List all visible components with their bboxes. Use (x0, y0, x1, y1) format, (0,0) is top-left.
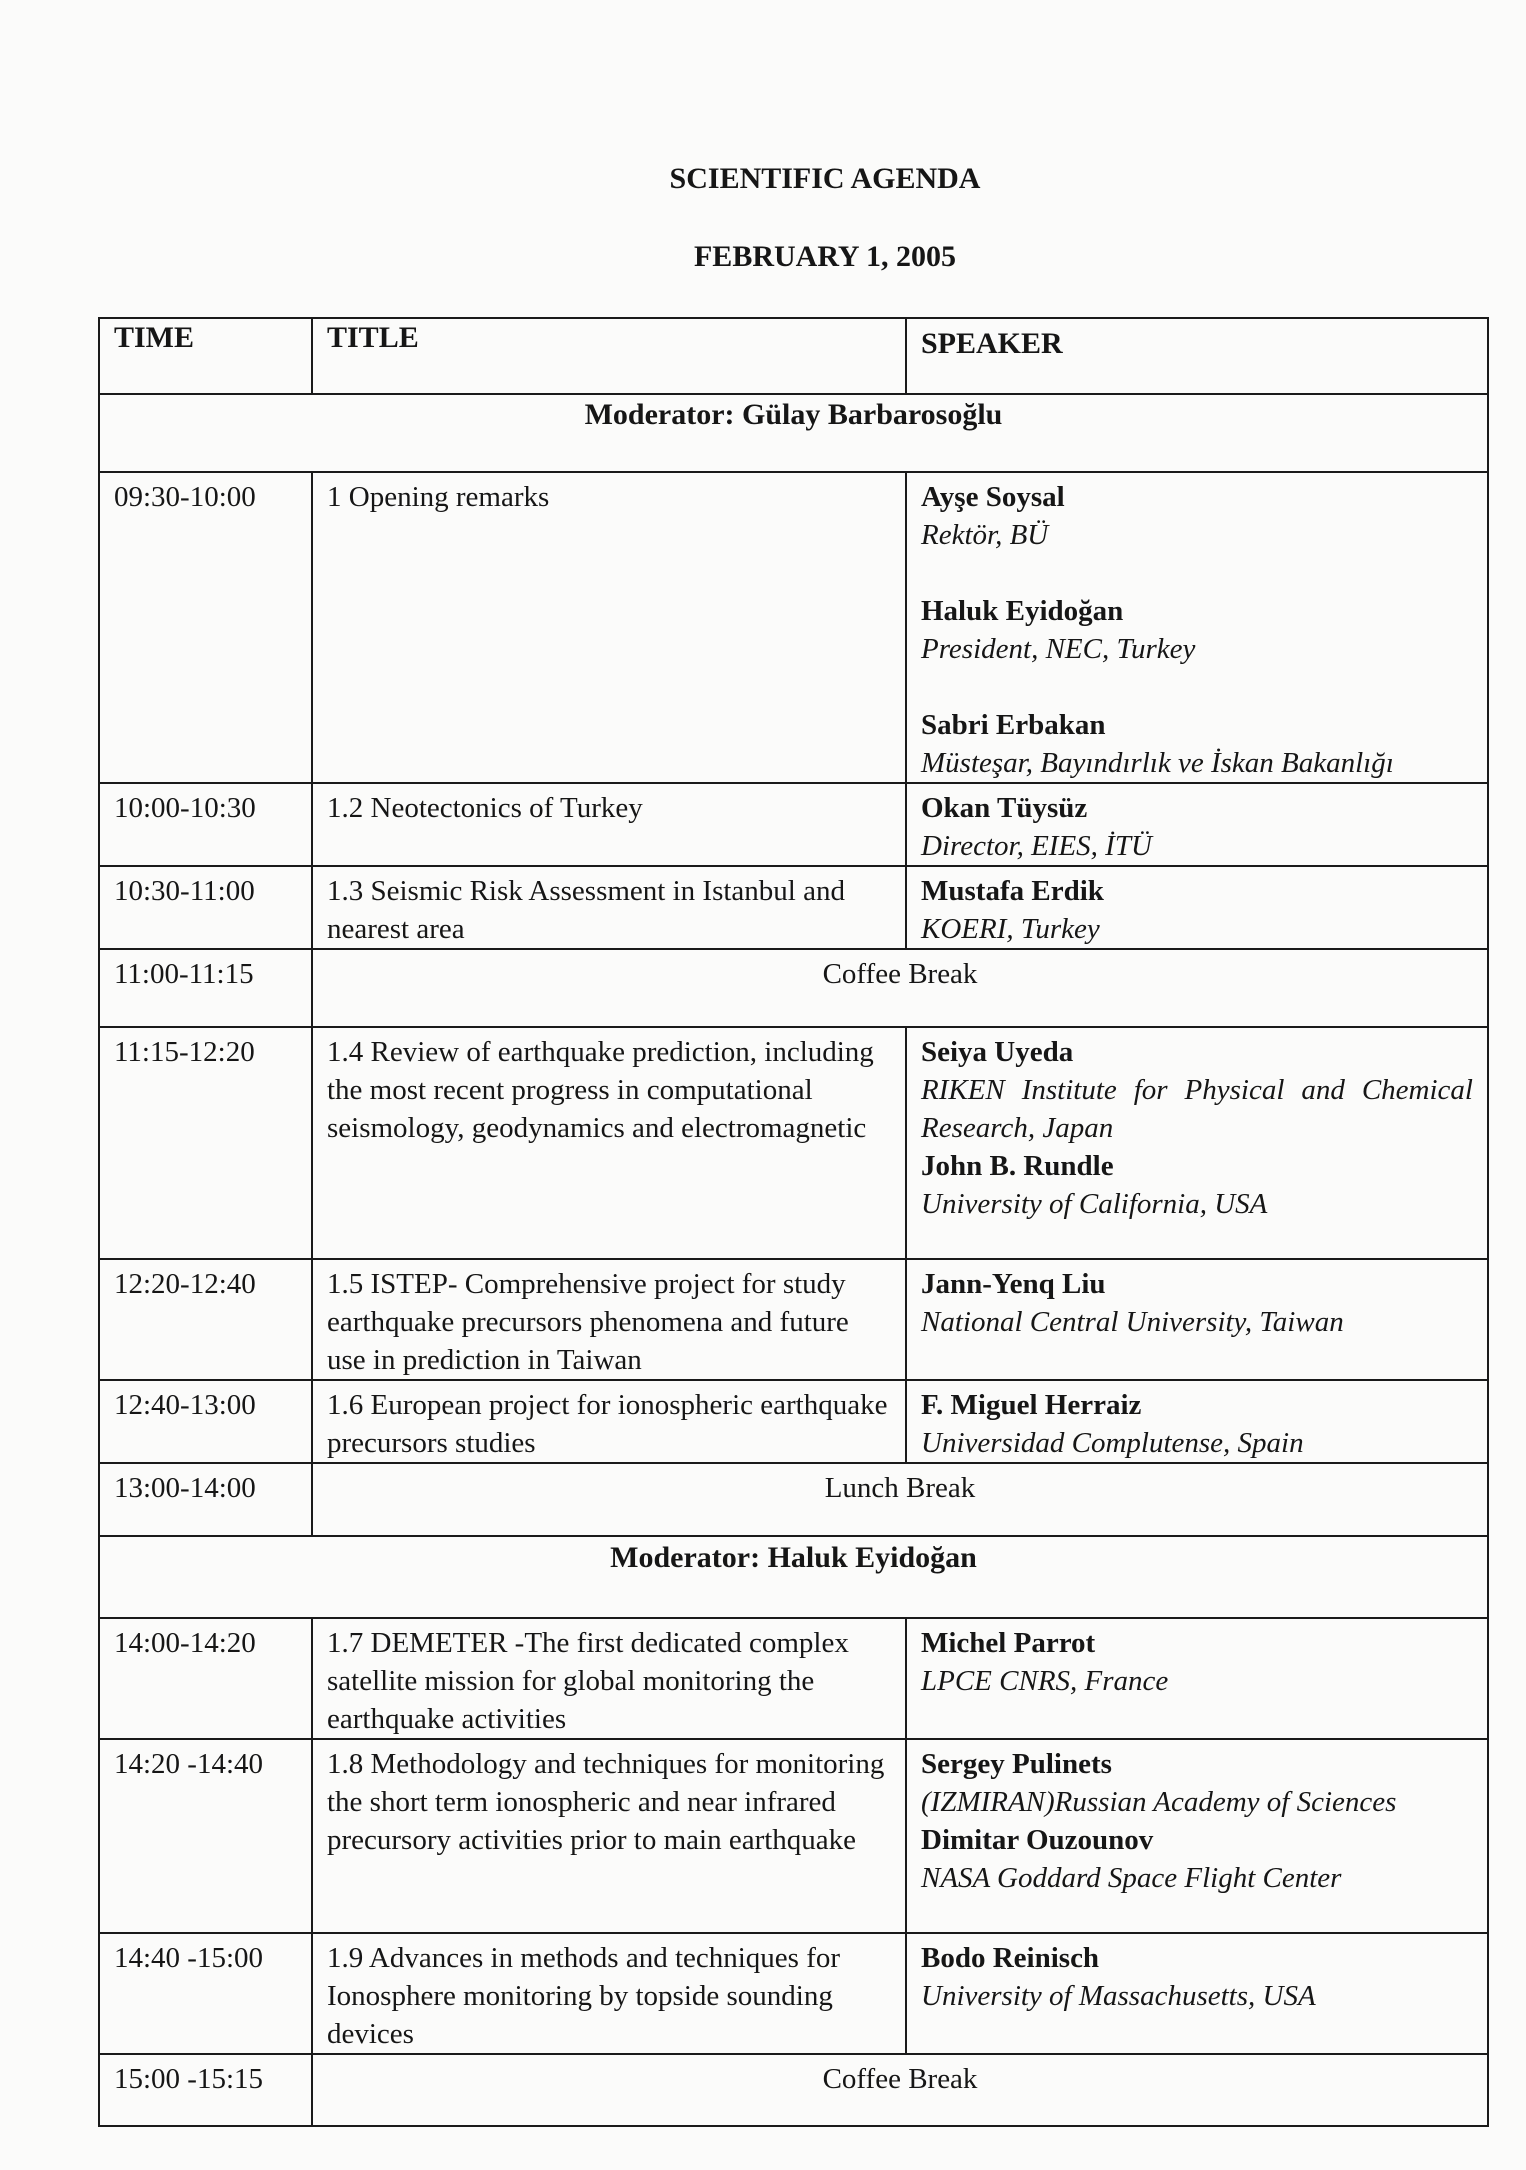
break-label: Lunch Break (312, 1463, 1488, 1536)
moderator-label: Moderator: Gülay Barbarosoğlu (99, 394, 1488, 472)
row-time: 12:20-12:40 (99, 1259, 312, 1380)
row-time: 15:00 -15:15 (99, 2054, 312, 2126)
speaker-affiliation: Rektör, BÜ (921, 519, 1049, 551)
row-time: 11:15-12:20 (99, 1027, 312, 1259)
agenda-title: SCIENTIFIC AGENDA (669, 162, 981, 195)
header-time: TIME (99, 318, 312, 394)
row-speakers (906, 866, 1488, 949)
speaker-name: Mustafa Erdik (921, 875, 1104, 907)
row-speakers (906, 1933, 1488, 2054)
speaker-name: John B. Rundle (921, 1150, 1114, 1182)
speaker-affiliation: President, NEC, Turkey (921, 633, 1196, 665)
break-row (99, 1463, 1488, 1536)
speaker-affiliation: National Central University, Taiwan (921, 1306, 1344, 1338)
break-row (99, 2054, 1488, 2126)
row-time: 13:00-14:00 (99, 1463, 312, 1536)
moderator-label: Moderator: Haluk Eyidoğan (99, 1536, 1488, 1618)
table-header-row (99, 318, 1488, 394)
row-speakers (906, 1380, 1488, 1463)
row-title: 1.7 DEMETER -The first dedicated complex satellite mission for global monitoring the earthquake activities (312, 1618, 906, 1739)
row-time: 14:00-14:20 (99, 1618, 312, 1739)
moderator-row (99, 1536, 1488, 1618)
speaker-affiliation: KOERI, Turkey (921, 913, 1100, 945)
speaker-affiliation: University of Massachusetts, USA (921, 1980, 1316, 2012)
row-time: 10:00-10:30 (99, 783, 312, 866)
speaker-name: Okan Tüysüz (921, 792, 1088, 824)
row-title: 1.6 European project for ionospheric earthquake precursors studies (312, 1380, 906, 1463)
row-title: 1.2 Neotectonics of Turkey (312, 783, 906, 866)
table-row (99, 472, 1488, 783)
row-time: 11:00-11:15 (99, 949, 312, 1027)
break-row (99, 949, 1488, 1027)
agenda-table (98, 317, 1489, 2127)
speaker-name: F. Miguel Herraiz (921, 1389, 1142, 1421)
speaker-affiliation: RIKEN Institute for Physical and Chemical Research, Japan (921, 1074, 1473, 1144)
speaker-affiliation: University of California, USA (921, 1188, 1268, 1220)
speaker-name: Dimitar Ouzounov (921, 1824, 1154, 1856)
row-speakers (906, 1027, 1488, 1259)
row-speakers (906, 1739, 1488, 1933)
row-speakers (906, 1259, 1488, 1380)
speaker-name: Michel Parrot (921, 1627, 1096, 1659)
speaker-name: Ayşe Soysal (921, 481, 1065, 513)
speaker-affiliation: NASA Goddard Space Flight Center (921, 1862, 1342, 1894)
table-row (99, 866, 1488, 949)
row-time: 14:40 -15:00 (99, 1933, 312, 2054)
speaker-name: Sergey Pulinets (921, 1748, 1112, 1780)
row-time: 12:40-13:00 (99, 1380, 312, 1463)
row-title: 1.9 Advances in methods and techniques for Ionosphere monitoring by topside sounding devices (312, 1933, 906, 2054)
moderator-row (99, 394, 1488, 472)
agenda-date: FEBRUARY 1, 2005 (693, 240, 956, 273)
break-label: Coffee Break (312, 2054, 1488, 2126)
speaker-affiliation: (IZMIRAN)Russian Academy of Sciences (921, 1786, 1397, 1818)
speaker-name: Sabri Erbakan (921, 709, 1106, 741)
table-row (99, 1739, 1488, 1933)
row-title: 1.4 Review of earthquake prediction, including the most recent progress in computational seismology, geodynamics and electromagnetic (312, 1027, 906, 1259)
header-title: TITLE (312, 318, 906, 394)
table-row (99, 1933, 1488, 2054)
table-row (99, 1618, 1488, 1739)
row-time: 10:30-11:00 (99, 866, 312, 949)
header-speaker: SPEAKER (906, 318, 1488, 394)
speaker-name: Jann-Yenq Liu (921, 1268, 1106, 1300)
row-title: 1.5 ISTEP- Comprehensive project for study earthquake precursors phenomena and future use in prediction in Taiwan (312, 1259, 906, 1380)
row-time: 14:20 -14:40 (99, 1739, 312, 1933)
table-row (99, 1259, 1488, 1380)
row-title: 1.3 Seismic Risk Assessment in Istanbul and nearest area (312, 866, 906, 949)
row-title: 1.8 Methodology and techniques for monitoring the short term ionospheric and near infrared precursory activities prior to main earthquake (312, 1739, 906, 1933)
row-title: 1 Opening remarks (312, 472, 906, 783)
row-speakers (906, 472, 1488, 783)
speaker-affiliation: Universidad Complutense, Spain (921, 1427, 1304, 1459)
speaker-name: Seiya Uyeda (921, 1036, 1074, 1068)
table-row (99, 783, 1488, 866)
table-row (99, 1027, 1488, 1259)
row-speakers (906, 783, 1488, 866)
break-label: Coffee Break (312, 949, 1488, 1027)
speaker-name: Bodo Reinisch (921, 1942, 1100, 1974)
speaker-affiliation: Müsteşar, Bayındırlık ve İskan Bakanlığı (921, 747, 1394, 779)
speaker-affiliation: LPCE CNRS, France (921, 1665, 1169, 1697)
table-row (99, 1380, 1488, 1463)
speaker-affiliation: Director, EIES, İTÜ (921, 830, 1152, 862)
row-time: 09:30-10:00 (99, 472, 312, 783)
row-speakers (906, 1618, 1488, 1739)
speaker-name: Haluk Eyidoğan (921, 595, 1124, 627)
